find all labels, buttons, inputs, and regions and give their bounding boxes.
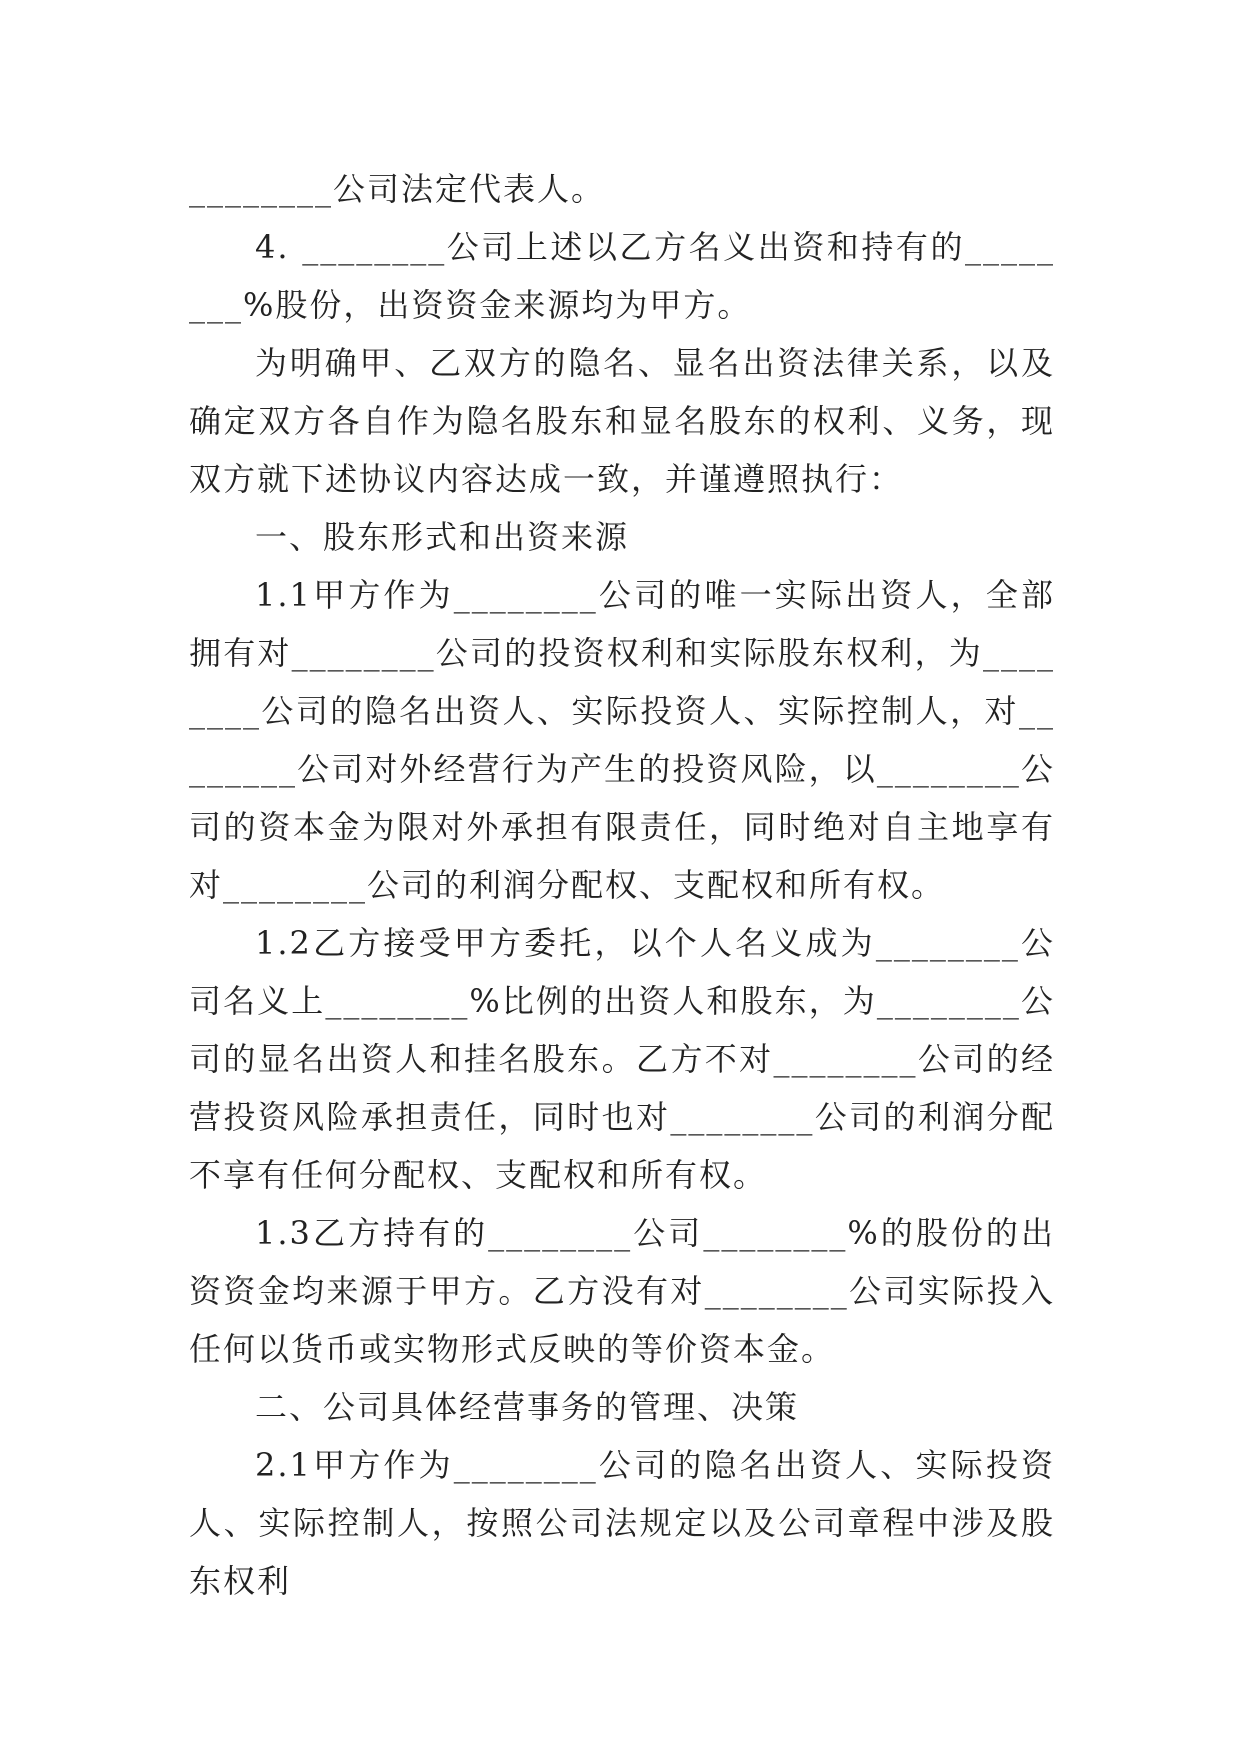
clause-1-1: 1.1甲方作为________公司的唯一实际出资人，全部拥有对________公司的投资权利和实际股东权利，为________公司的隐名出资人、实际投资人、实际控制人，对________公司对外经营行为产生的投资风险，以________公司的资本金为限对外承担有限责任，同时绝对自主地享有对________公司的利润分配权、支配权和所有权。 <box>189 576 1055 904</box>
paragraph-legal-representative: ________公司法定代表人。 <box>189 170 606 208</box>
section-heading-1: 一、股东形式和出资来源 <box>255 518 630 556</box>
clause-1-2: 1.2乙方接受甲方委托，以个人名义成为________公司名义上________%比例的出资人和股东，为________公司的显名出资人和挂名股东。乙方不对________公司的经营投资风险承担责任，同时也对________公司的利润分配不享有任何分配权、支配权和所有权。 <box>189 924 1055 1194</box>
clause-1-3: 1.3乙方持有的________公司________%的股份的出资资金均来源于甲方。乙方没有对________公司实际投入任何以货币或实物形式反映的等价资本金。 <box>189 1214 1055 1368</box>
section-heading-2: 二、公司具体经营事务的管理、决策 <box>255 1388 800 1426</box>
clause-2-1: 2.1甲方作为________公司的隐名出资人、实际投资人、实际控制人，按照公司法规定以及公司章程中涉及股东权利 <box>189 1446 1055 1600</box>
paragraph-preamble: 为明确甲、乙双方的隐名、显名出资法律关系，以及确定双方各自作为隐名股东和显名股东的权利、义务，现双方就下述协议内容达成一致，并谨遵照执行： <box>189 344 1055 498</box>
paragraph-item-4: 4. ________公司上述以乙方名义出资和持有的________%股份，出资资金来源均为甲方。 <box>189 228 1055 324</box>
document-body <box>189 160 1055 1610</box>
